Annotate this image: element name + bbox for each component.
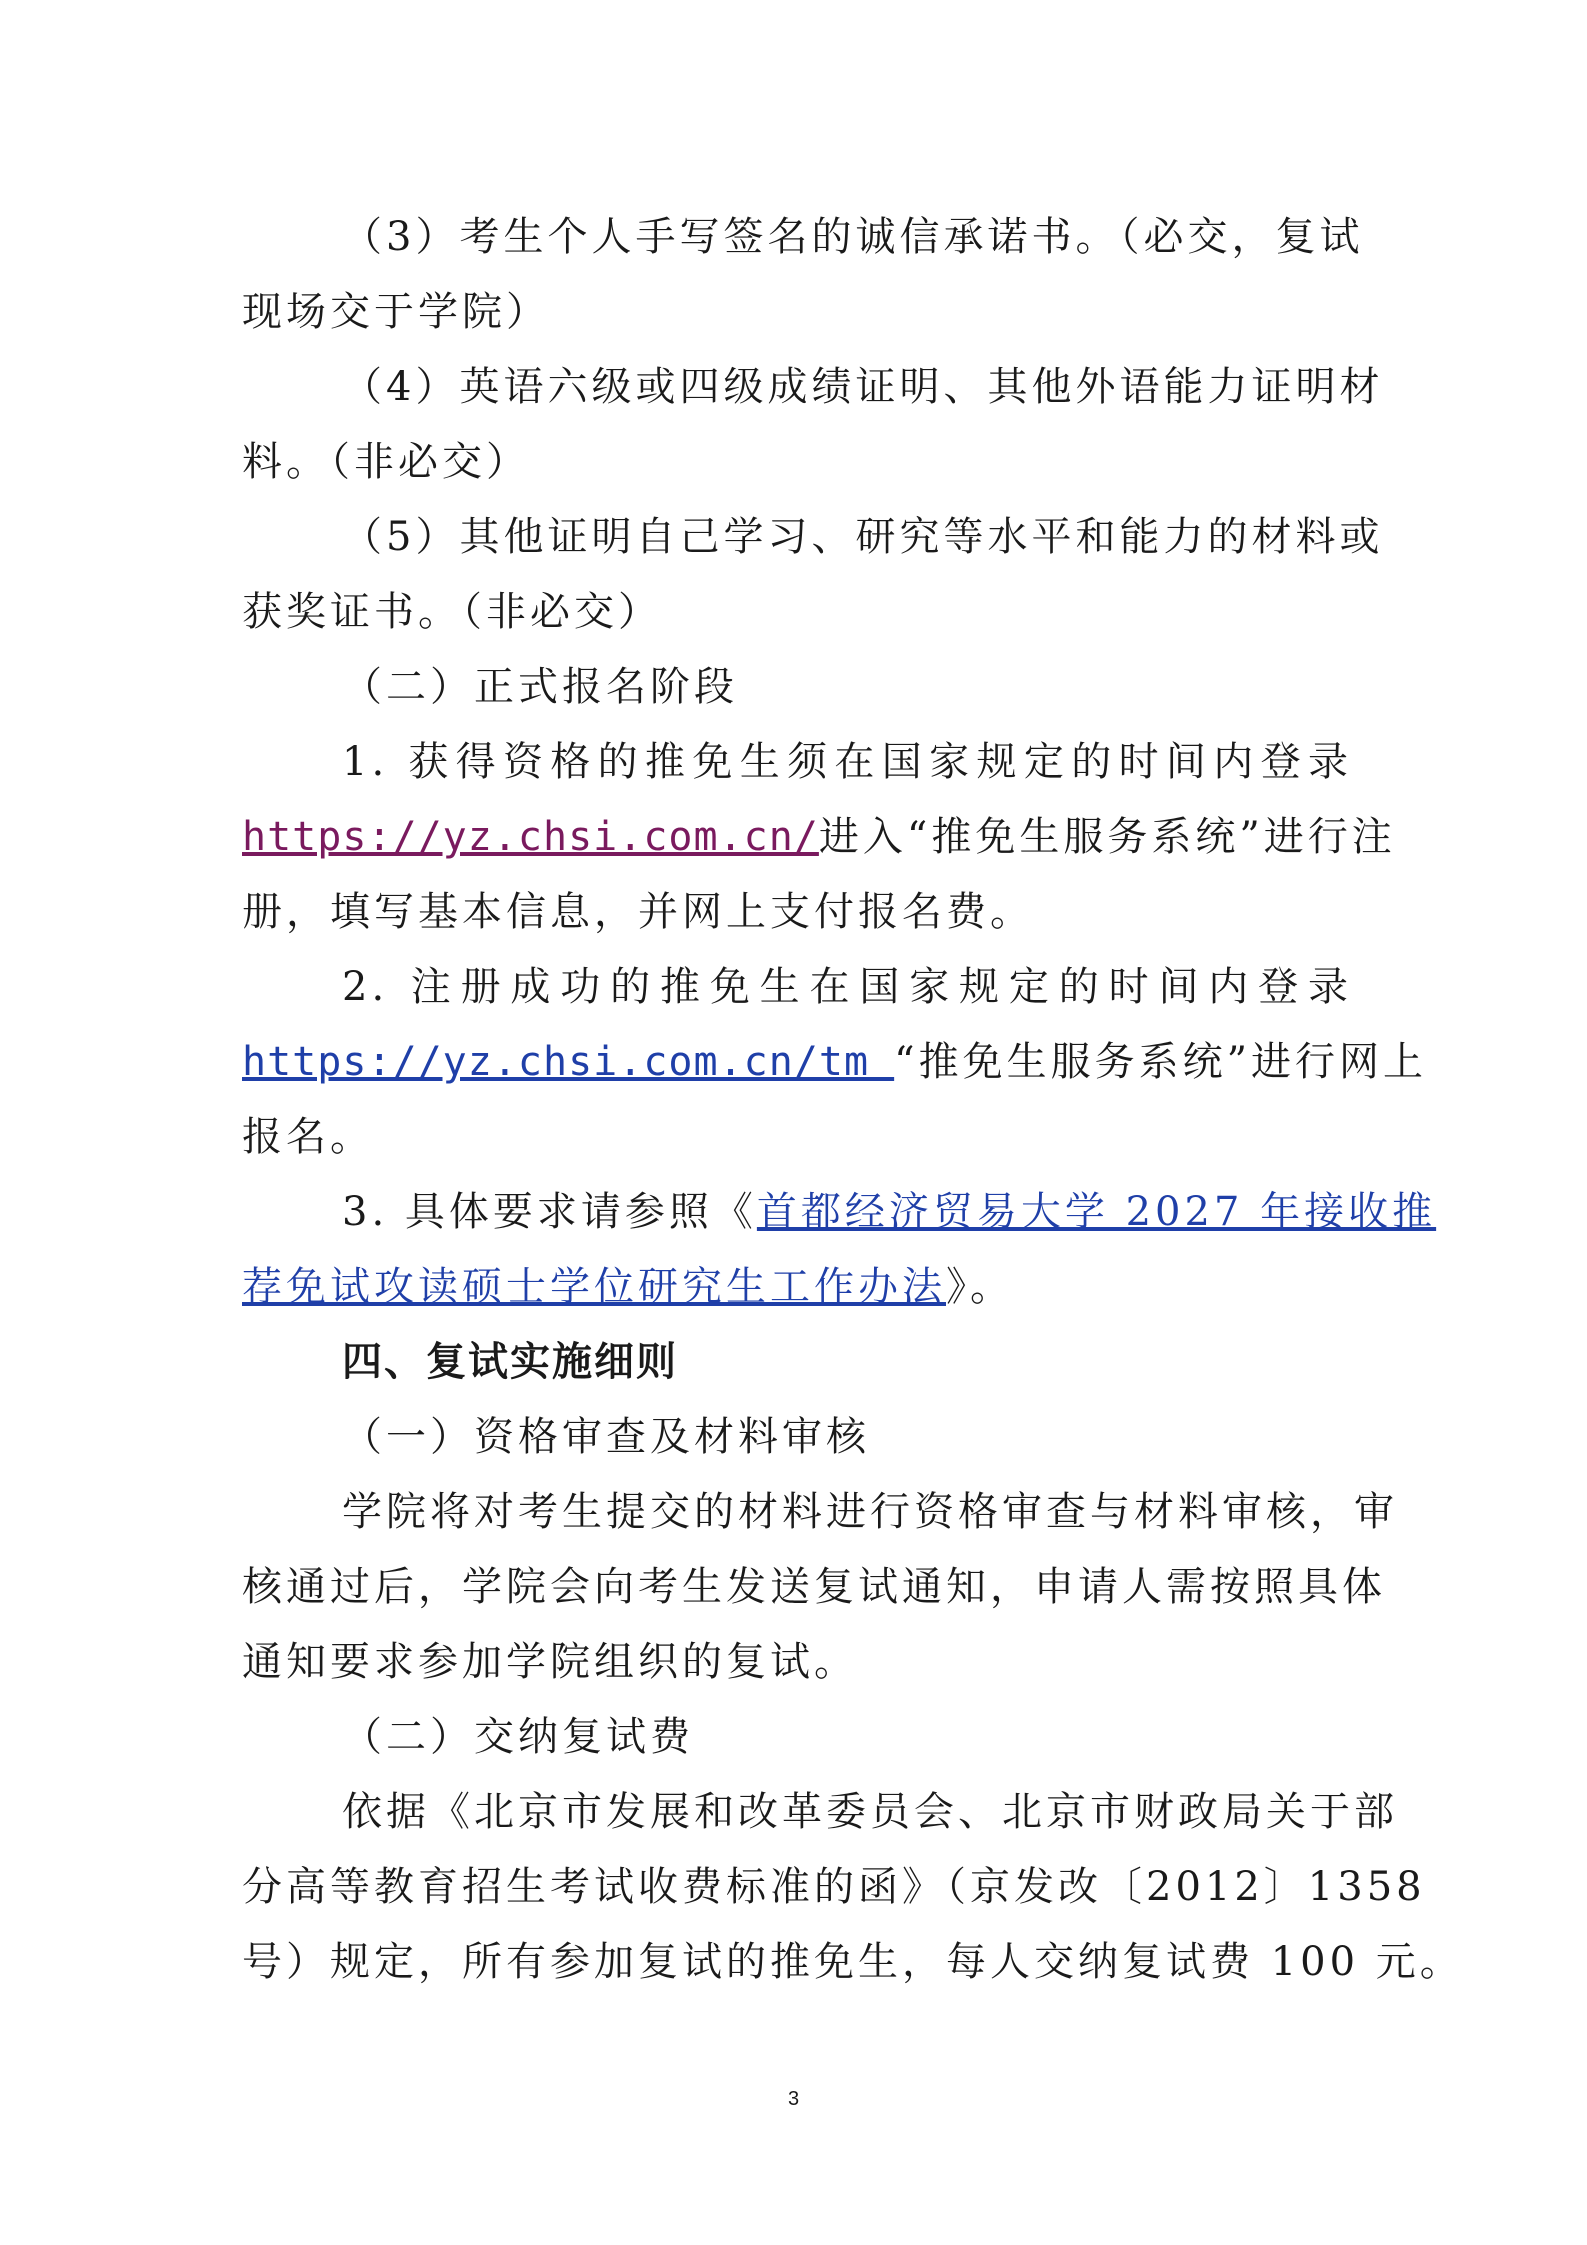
document-body bbox=[242, 200, 1464, 2000]
paragraph-line: 册，填写基本信息，并网上支付报名费。 bbox=[242, 889, 1034, 935]
section-subheading: （二）交纳复试费 bbox=[342, 1714, 694, 1760]
paragraph-line: （4）英语六级或四级成绩证明、其他外语能力证明材 bbox=[342, 364, 1384, 410]
admission-rules-link[interactable]: 首都经济贸易大学 2027 年接收推 bbox=[756, 1189, 1437, 1235]
paragraph-line bbox=[242, 800, 1396, 875]
paragraph-line: 分高等教育招生考试收费标准的函》（京发改〔2012〕1358 bbox=[242, 1864, 1426, 1910]
paragraph-line: 1. 获得资格的推免生须在国家规定的时间内登录 bbox=[342, 739, 1352, 785]
section-heading: 四、复试实施细则 bbox=[342, 1339, 678, 1385]
section-subheading: （一）资格审查及材料审核 bbox=[342, 1414, 870, 1460]
paragraph-line: 现场交于学院） bbox=[242, 289, 550, 335]
paragraph-line: （5）其他证明自己学习、研究等水平和能力的材料或 bbox=[342, 514, 1384, 560]
page-number: 3 bbox=[787, 2088, 800, 2110]
paragraph-line: 通知要求参加学院组织的复试。 bbox=[242, 1639, 858, 1685]
inline-text: 3. 具体要求请参照《 bbox=[342, 1189, 757, 1235]
paragraph-line: 获奖证书。（非必交） bbox=[242, 589, 662, 635]
chsi-tm-link[interactable]: https://yz.chsi.com.cn/tm bbox=[242, 1039, 895, 1085]
inline-text: “推免生服务系统”进行网上 bbox=[894, 1039, 1428, 1085]
paragraph-line bbox=[242, 1025, 1428, 1100]
inline-text: 进入“推免生服务系统”进行注 bbox=[818, 814, 1396, 860]
paragraph-line: （3）考生个人手写签名的诚信承诺书。（必交，复试 bbox=[342, 214, 1364, 260]
admission-rules-link-continued[interactable]: 荐免试攻读硕士学位研究生工作办法 bbox=[242, 1264, 946, 1310]
section-subheading: （二）正式报名阶段 bbox=[342, 664, 738, 710]
paragraph-line: 学院将对考生提交的材料进行资格审查与材料审核，审 bbox=[342, 1489, 1398, 1535]
paragraph-line: 核通过后，学院会向考生发送复试通知，申请人需按照具体 bbox=[242, 1564, 1386, 1610]
paragraph-line: 料。（非必交） bbox=[242, 439, 530, 485]
paragraph-line: 依据《北京市发展和改革委员会、北京市财政局关于部 bbox=[342, 1789, 1398, 1835]
paragraph-line: 号）规定，所有参加复试的推免生，每人交纳复试费 100 元。 bbox=[242, 1939, 1464, 1985]
paragraph-line bbox=[242, 1250, 1352, 1325]
paragraph-line: 报名。 bbox=[242, 1114, 374, 1160]
inline-text: 》。 bbox=[946, 1264, 1014, 1310]
paragraph-line bbox=[242, 1175, 1437, 1250]
paragraph-line: 2. 注册成功的推免生在国家规定的时间内登录 bbox=[342, 964, 1352, 1010]
chsi-registration-link[interactable]: https://yz.chsi.com.cn/ bbox=[242, 814, 819, 860]
